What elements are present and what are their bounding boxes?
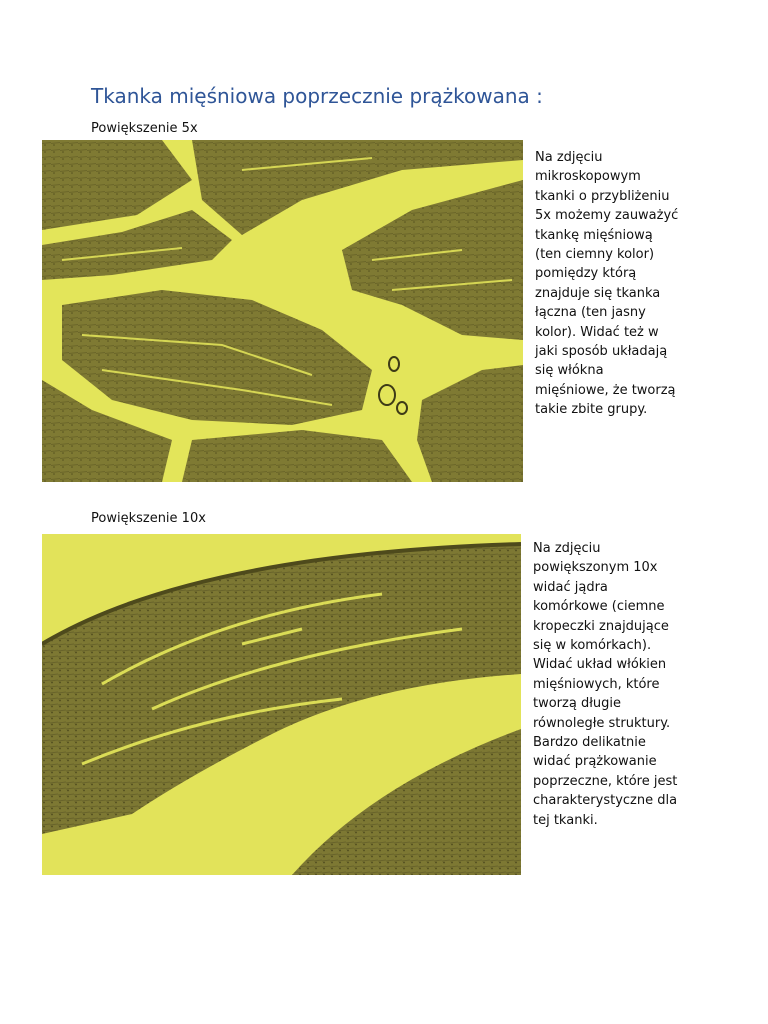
caption-5x: Powiększenie 5x: [91, 121, 198, 136]
micrograph-5x: [42, 140, 523, 482]
micrograph-10x-image: [42, 534, 521, 875]
micrograph-10x: [42, 534, 521, 875]
caption-10x: Powiększenie 10x: [91, 511, 206, 526]
micrograph-5x-image: [42, 140, 523, 482]
description-5x: Na zdjęciu mikroskopowym tkanki o przybliżeniu 5x możemy zauważyć tkankę mięśniową (ten ciemny kolor) pomiędzy którą znajduje się tkanka łączna (ten jasny kolor). Widać też w jaki sposób układają się włókna mięśniowe, że tworzą takie zbite grupy.: [535, 150, 679, 418]
description-10x: Na zdjęciu powiększonym 10x widać jądra komórkowe (ciemne kropeczki znajdujące się w komórkach). Widać układ włókien mięśniowych, które tworzą długie równoległe struktury. Bardzo delikatnie widać prążkowanie poprzeczne, które jest charakterystyczne dla tej tkanki.: [533, 541, 678, 828]
page-title: Tkanka mięśniowa poprzecznie prążkowana :: [91, 84, 543, 108]
